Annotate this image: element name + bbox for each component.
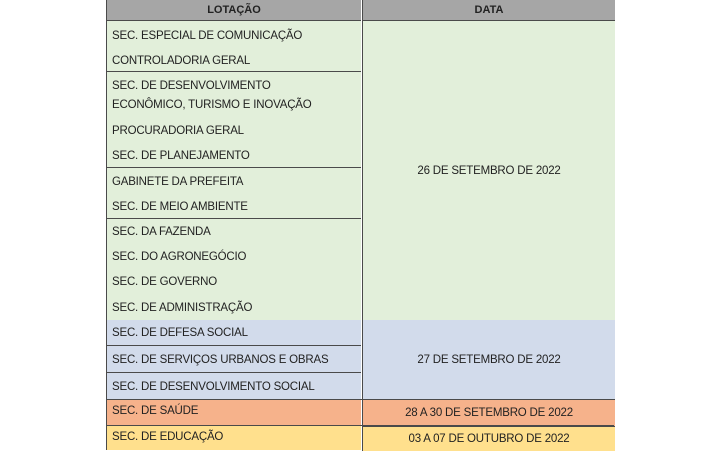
lotacao-row: SEC. ESPECIAL DE COMUNICAÇÃO xyxy=(112,30,303,42)
date-cell-3: 28 A 30 DE SETEMBRO DE 2022 xyxy=(362,399,615,426)
lotacao-row: SEC. DE DEFESA SOCIAL xyxy=(112,327,248,339)
header-data: DATA xyxy=(362,0,615,21)
row-divider xyxy=(107,71,361,72)
row-divider xyxy=(107,425,614,426)
lotacao-row: GABINETE DA PREFEITA xyxy=(112,176,244,188)
row-divider xyxy=(107,167,361,168)
lotacao-row: SEC. DE PLANEJAMENTO xyxy=(112,150,250,162)
lotacao-row: SEC. DE DESENVOLVIMENTO SOCIAL xyxy=(112,381,315,393)
row-divider xyxy=(107,218,361,219)
row-divider xyxy=(107,345,361,346)
lotacao-row: SEC. DE SAÚDE xyxy=(112,405,199,417)
date-cell-2: 27 DE SETEMBRO DE 2022 xyxy=(362,320,615,399)
schedule-table xyxy=(106,0,615,450)
lotacao-row: CONTROLADORIA GERAL xyxy=(112,55,251,67)
lotacao-row: ECONÔMICO, TURISMO E INOVAÇÃO xyxy=(112,99,312,111)
lotacao-row: SEC. DE SERVIÇOS URBANOS E OBRAS xyxy=(112,354,329,366)
row-divider xyxy=(107,399,614,400)
header-lotacao: LOTAÇÃO xyxy=(107,0,361,21)
lotacao-row: SEC. DE EDUCAÇÃO xyxy=(112,431,224,443)
lotacao-row: SEC. DA FAZENDA xyxy=(112,226,211,238)
lotacao-row: SEC. DO AGRONEGÓCIO xyxy=(112,251,247,263)
lotacao-row: PROCURADORIA GERAL xyxy=(112,125,244,137)
date-cell-1: 26 DE SETEMBRO DE 2022 xyxy=(362,21,615,320)
lotacao-row: SEC. DE ADMINISTRAÇÃO xyxy=(112,302,253,314)
lotacao-row: SEC. DE GOVERNO xyxy=(112,276,217,288)
row-divider xyxy=(107,372,361,373)
date-cell-4: 03 A 07 DE OUTUBRO DE 2022 xyxy=(362,426,615,451)
lotacao-row: SEC. DE DESENVOLVIMENTO xyxy=(112,80,271,92)
lotacao-row: SEC. DE MEIO AMBIENTE xyxy=(112,201,248,213)
